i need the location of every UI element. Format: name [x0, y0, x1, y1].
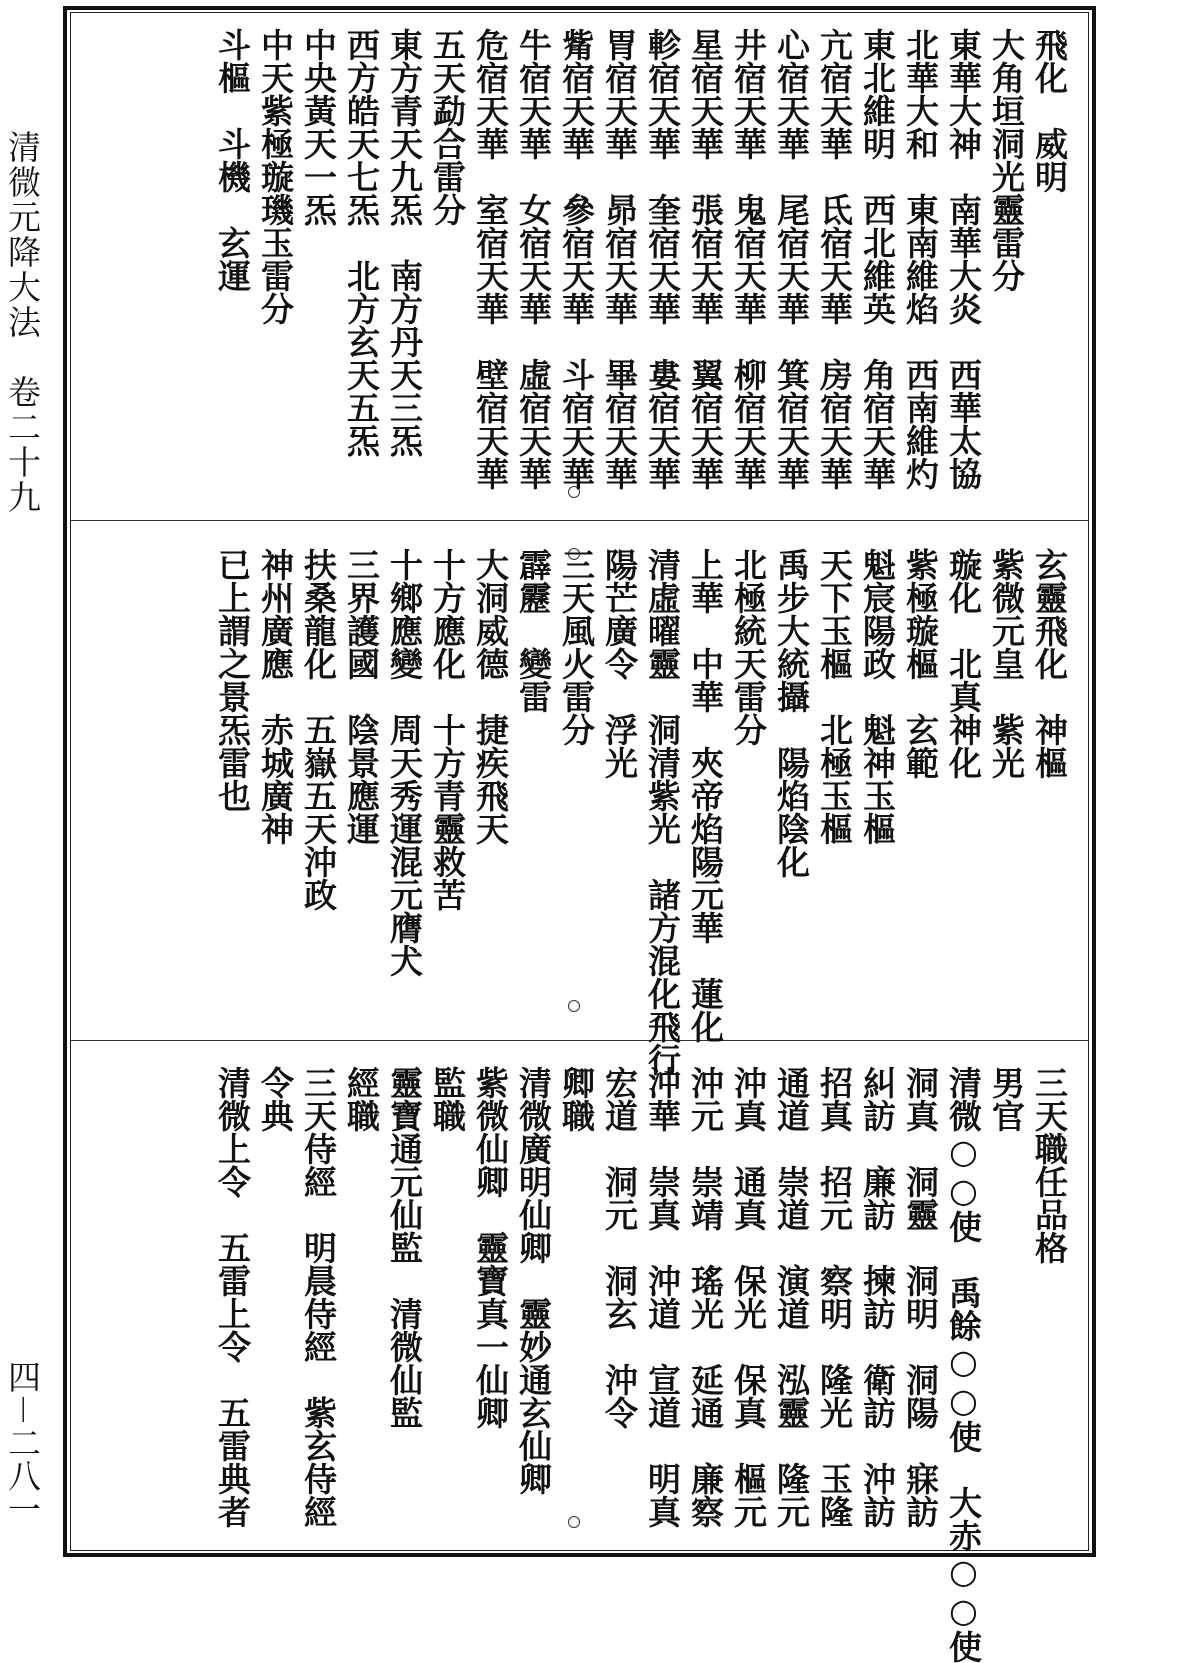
panel-upper	[70, 28, 1089, 518]
text-column: 東華大神 南華大炎 西華太協	[944, 28, 983, 490]
text-column: 三天職任品格	[1030, 1066, 1069, 1264]
text-column: 紫微元皇 紫光	[987, 548, 1026, 779]
panel-divider	[70, 520, 1089, 521]
text-column: 紫微仙卿 靈寶真一仙卿	[471, 1066, 510, 1429]
text-column: 陽芒廣令 浮光	[600, 548, 639, 779]
text-column: 神州廣應 赤城廣神	[256, 548, 295, 845]
text-column: 沖華 崇真 沖道 宣道 明真	[643, 1066, 682, 1528]
text-column: 北極統天雷分	[729, 548, 768, 746]
text-column: 軫宿天華 奎宿天華 婁宿天華	[643, 28, 682, 490]
text-column: 三天侍經 明晨侍經 紫玄侍經	[299, 1066, 338, 1528]
text-column: 十鄉應變 周天秀運混元膺犬	[385, 548, 424, 977]
text-column: 三天風火雷分	[557, 548, 596, 746]
text-column: 東方青天九炁 南方丹天三炁	[385, 28, 424, 457]
text-column: 危宿天華 室宿天華 壁宿天華	[471, 28, 510, 490]
text-column: 璇化 北真神化	[944, 548, 983, 779]
text-column: 魁宸陽政 魁神玉樞	[858, 548, 897, 845]
text-column: 飛化 威明	[1030, 28, 1069, 193]
panel-divider	[70, 1040, 1089, 1041]
margin-page-number: 四－二八一	[3, 1360, 42, 1525]
text-column: 沖真 通真 保光 保真 樞元	[729, 1066, 768, 1528]
text-column: 西方皓天七炁 北方玄天五炁	[342, 28, 381, 457]
text-column: 牛宿天華 女宿天華 虛宿天華	[514, 28, 553, 490]
text-column: 清微廣明仙卿 靈妙通玄仙卿	[514, 1066, 553, 1495]
text-column: 男官	[987, 1066, 1026, 1132]
text-column: 清虛曜靈 洞清紫光 諸方混化飛行	[643, 548, 682, 1076]
text-column: 宏道 洞元 洞玄 沖令	[600, 1066, 639, 1429]
text-column: 中央黃天一炁	[299, 28, 338, 226]
text-column: 亢宿天華 氐宿天華 房宿天華	[815, 28, 854, 490]
text-column: 五天勐合雷分	[428, 28, 467, 226]
text-column: 已上謂之景炁雷也	[213, 548, 252, 812]
text-column: 星宿天華 張宿天華 翼宿天華	[686, 28, 725, 490]
panel-lower	[70, 1066, 1089, 1663]
text-column: 清微○○使 禹餘○○使 大赤○○使	[944, 1066, 983, 1663]
text-column: 扶桑龍化 五嶽五天沖政	[299, 548, 338, 911]
text-column: 十方應化 十方青靈救苦	[428, 548, 467, 911]
text-column: 監職	[428, 1066, 467, 1132]
margin-title: 清微元降大法 卷二十九	[3, 130, 42, 515]
text-column: 大洞威德 捷疾飛天	[471, 548, 510, 845]
text-column: 斗樞 斗機 玄運	[213, 28, 252, 292]
text-column: 招真 招元 察明 隆光 玉隆	[815, 1066, 854, 1528]
text-column: 令典	[256, 1066, 295, 1132]
text-column: 井宿天華 鬼宿天華 柳宿天華	[729, 28, 768, 490]
text-column: 洞真 洞靈 洞明 洞陽 寐訪	[901, 1066, 940, 1528]
text-column: 觜宿天華 參宿天華 斗宿天華	[557, 28, 596, 490]
text-column: 心宿天華 尾宿天華 箕宿天華	[772, 28, 811, 490]
text-column: 大角垣洞光靈雷分	[987, 28, 1026, 292]
text-column: 禹步大統攝 陽焰陰化	[772, 548, 811, 878]
panel-middle	[70, 548, 1089, 1076]
text-column: 中天紫極璇璣玉雷分	[256, 28, 295, 325]
text-column: 東北維明 西北維英 角宿天華	[858, 28, 897, 490]
text-column: 清微上令 五雷上令 五雷典者	[213, 1066, 252, 1528]
text-column: 玄靈飛化 神樞	[1030, 548, 1069, 779]
text-column: 霹靂 變雷	[514, 548, 553, 713]
text-column: 通道 崇道 演道 泓靈 隆元	[772, 1066, 811, 1528]
text-column: 沖元 崇靖 瑤光 延通 廉察	[686, 1066, 725, 1528]
text-column: 上華 中華 夾帝焰陽元華 蓮化	[686, 548, 725, 1043]
text-column: 紫極璇樞 玄範	[901, 548, 940, 779]
text-column: 天下玉樞 北極玉樞	[815, 548, 854, 845]
text-column: 糾訪 廉訪 揀訪 衛訪 沖訪	[858, 1066, 897, 1528]
text-column: 北華大和 東南維焰 西南維灼	[901, 28, 940, 490]
text-column: 胃宿天華 昴宿天華 畢宿天華	[600, 28, 639, 490]
text-column: 靈寶通元仙監 清微仙監	[385, 1066, 424, 1429]
text-column: 卿職	[557, 1066, 596, 1132]
text-column: 經職	[342, 1066, 381, 1132]
text-column: 三界護國 陰景應運	[342, 548, 381, 845]
